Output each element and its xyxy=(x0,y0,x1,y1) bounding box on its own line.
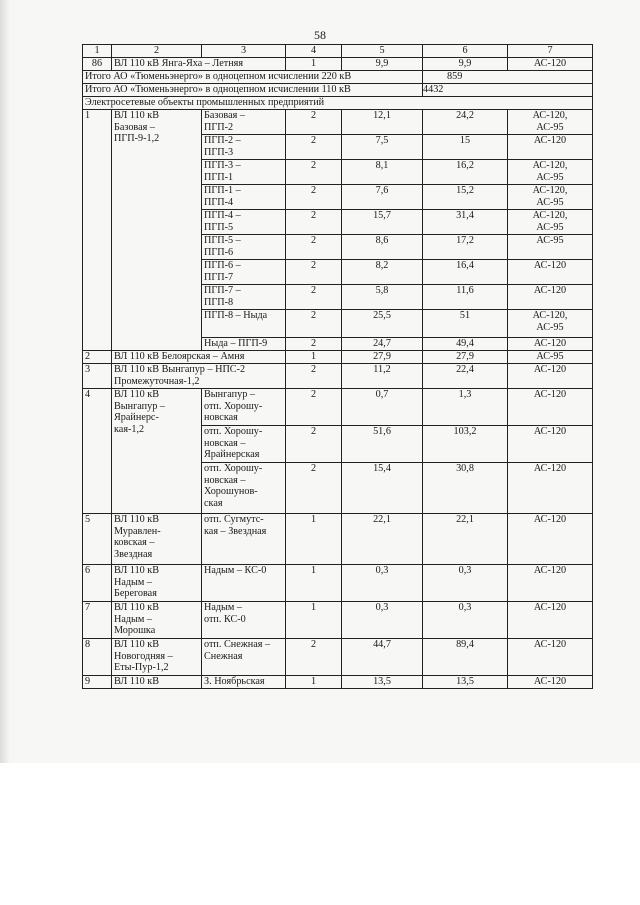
wire-type: АС-120 xyxy=(508,260,593,285)
wire-type: АС-120 xyxy=(508,338,593,351)
segment-name: ПГП-1 – ПГП-4 xyxy=(202,185,286,210)
circuit-count: 1 xyxy=(286,351,342,364)
row-number: 8 xyxy=(83,639,112,676)
length-km: 8,1 xyxy=(342,160,423,185)
wire-type: АС-120 xyxy=(508,364,593,389)
table-row xyxy=(83,351,593,364)
length-km: 0,7 xyxy=(342,389,423,426)
length-single-circuit: 17,2 xyxy=(423,235,508,260)
length-single-circuit: 31,4 xyxy=(423,210,508,235)
total-row-220 xyxy=(83,71,593,84)
row-number: 3 xyxy=(83,364,112,389)
wire-type: АС-120 xyxy=(508,463,593,514)
circuit-count: 2 xyxy=(286,185,342,210)
circuit-count: 1 xyxy=(286,514,342,565)
wire-type: АС-120 xyxy=(508,676,593,689)
circuit-count: 2 xyxy=(286,235,342,260)
row-number: 1 xyxy=(83,110,112,351)
header-cell: 4 xyxy=(286,45,342,58)
length-km: 8,2 xyxy=(342,260,423,285)
length-single-circuit: 1,3 xyxy=(423,389,508,426)
line-name: ВЛ 110 кВ Вынгапур – Ярайнерс- кая-1,2 xyxy=(112,389,202,514)
table-row xyxy=(83,639,593,676)
page-number: 58 xyxy=(314,28,326,42)
length-km: 27,9 xyxy=(342,351,423,364)
segment-name: З. Ноябрьская xyxy=(202,676,286,689)
length-single-circuit: 89,4 xyxy=(423,639,508,676)
circuit-count: 2 xyxy=(286,210,342,235)
length-km: 7,6 xyxy=(342,185,423,210)
segment-name: Ныда – ПГП-9 xyxy=(202,338,286,351)
segment-name: ПГП-7 – ПГП-8 xyxy=(202,285,286,310)
wire-type: АС-120 xyxy=(508,565,593,602)
table-row xyxy=(83,110,593,135)
total-label: Итого АО «Тюменьэнерго» в одноцепном исчислении 110 кВ xyxy=(83,84,423,97)
section-title: Электросетевые объекты промышленных предприятий xyxy=(83,97,593,110)
wire-type: АС-95 xyxy=(508,351,593,364)
length-km: 51,6 xyxy=(342,426,423,463)
header-row xyxy=(83,45,593,58)
length-single-circuit: 49,4 xyxy=(423,338,508,351)
wire-type: АС-120, АС-95 xyxy=(508,110,593,135)
wire-type: АС-120 xyxy=(508,389,593,426)
length-km: 15,7 xyxy=(342,210,423,235)
segment-name: Надым – отп. КС-0 xyxy=(202,602,286,639)
circuit-count: 2 xyxy=(286,364,342,389)
segment-name: отп. Сугмутс- кая – Звездная xyxy=(202,514,286,565)
line-name: ВЛ 110 кВ Новогодняя – Еты-Пур-1,2 xyxy=(112,639,202,676)
circuit-count: 2 xyxy=(286,310,342,338)
line-name: ВЛ 110 кВ Белоярская – Амня xyxy=(112,351,286,364)
length-km: 8,6 xyxy=(342,235,423,260)
total-row-110 xyxy=(83,84,593,97)
length-km: 5,8 xyxy=(342,285,423,310)
circuit-count: 2 xyxy=(286,338,342,351)
table-row xyxy=(83,364,593,389)
wire-type: АС-120 xyxy=(508,426,593,463)
line-name: ВЛ 110 кВ Базовая – ПГП-9-1,2 xyxy=(112,110,202,351)
length-km: 13,5 xyxy=(342,676,423,689)
circuit-count: 2 xyxy=(286,389,342,426)
length-km: 15,4 xyxy=(342,463,423,514)
length-km: 0,3 xyxy=(342,602,423,639)
wire-type: АС-120, АС-95 xyxy=(508,310,593,338)
length-single-circuit: 15,2 xyxy=(423,185,508,210)
length-single-circuit: 22,1 xyxy=(423,514,508,565)
circuit-count: 1 xyxy=(286,58,342,71)
header-cell: 1 xyxy=(83,45,112,58)
power-lines-table xyxy=(82,44,593,689)
length-single-circuit: 51 xyxy=(423,310,508,338)
row-number: 7 xyxy=(83,602,112,639)
segment-name: ПГП-6 – ПГП-7 xyxy=(202,260,286,285)
length-km: 25,5 xyxy=(342,310,423,338)
row-number: 86 xyxy=(83,58,112,71)
row-number: 4 xyxy=(83,389,112,514)
wire-type: АС-120 xyxy=(508,58,593,71)
circuit-count: 2 xyxy=(286,426,342,463)
wire-type: АС-120, АС-95 xyxy=(508,160,593,185)
row-number: 2 xyxy=(83,351,112,364)
length-single-circuit: 15 xyxy=(423,135,508,160)
segment-name: ПГП-8 – Ныда xyxy=(202,310,286,338)
length-km: 9,9 xyxy=(342,58,423,71)
length-single-circuit: 30,8 xyxy=(423,463,508,514)
wire-type: АС-95 xyxy=(508,235,593,260)
length-km: 24,7 xyxy=(342,338,423,351)
length-single-circuit: 0,3 xyxy=(423,565,508,602)
wire-type: АС-120 xyxy=(508,135,593,160)
line-name: ВЛ 110 кВ xyxy=(112,676,202,689)
segment-name: ПГП-3 – ПГП-1 xyxy=(202,160,286,185)
length-km: 11,2 xyxy=(342,364,423,389)
header-cell: 2 xyxy=(112,45,202,58)
circuit-count: 2 xyxy=(286,110,342,135)
length-single-circuit: 103,2 xyxy=(423,426,508,463)
table-row xyxy=(83,389,593,426)
segment-name: отп. Снежная – Снежная xyxy=(202,639,286,676)
circuit-count: 2 xyxy=(286,160,342,185)
circuit-count: 1 xyxy=(286,602,342,639)
length-km: 0,3 xyxy=(342,565,423,602)
line-name: ВЛ 110 кВ Надым – Береговая xyxy=(112,565,202,602)
wire-type: АС-120 xyxy=(508,514,593,565)
length-single-circuit: 27,9 xyxy=(423,351,508,364)
wire-type: АС-120 xyxy=(508,639,593,676)
length-single-circuit: 0,3 xyxy=(423,602,508,639)
line-name: ВЛ 110 кВ Надым – Морошка xyxy=(112,602,202,639)
table-row xyxy=(83,602,593,639)
circuit-count: 2 xyxy=(286,639,342,676)
wire-type: АС-120, АС-95 xyxy=(508,210,593,235)
total-label: Итого АО «Тюменьэнерго» в одноцепном исчислении 220 кВ xyxy=(83,71,423,84)
segment-name: ПГП-4 – ПГП-5 xyxy=(202,210,286,235)
total-value: 4432 xyxy=(423,84,593,97)
length-single-circuit: 16,2 xyxy=(423,160,508,185)
line-name: ВЛ 110 кВ Муравлен- ковская – Звездная xyxy=(112,514,202,565)
total-value: 859 xyxy=(423,71,593,84)
header-cell: 7 xyxy=(508,45,593,58)
circuit-count: 1 xyxy=(286,676,342,689)
header-cell: 6 xyxy=(423,45,508,58)
circuit-count: 1 xyxy=(286,565,342,602)
length-km: 7,5 xyxy=(342,135,423,160)
length-single-circuit: 11,6 xyxy=(423,285,508,310)
length-single-circuit: 22,4 xyxy=(423,364,508,389)
header-cell: 3 xyxy=(202,45,286,58)
line-name: ВЛ 110 кВ Янга-Яха – Летняя xyxy=(112,58,286,71)
length-single-circuit: 16,4 xyxy=(423,260,508,285)
segment-name: Надым – КС-0 xyxy=(202,565,286,602)
segment-name: ПГП-2 – ПГП-3 xyxy=(202,135,286,160)
table-row xyxy=(83,676,593,689)
segment-name: отп. Хорошу- новская – Ярайнерская xyxy=(202,426,286,463)
table-row xyxy=(83,565,593,602)
length-km: 12,1 xyxy=(342,110,423,135)
length-km: 22,1 xyxy=(342,514,423,565)
table-row xyxy=(83,58,593,71)
section-row xyxy=(83,97,593,110)
wire-type: АС-120 xyxy=(508,602,593,639)
segment-name: ПГП-5 – ПГП-6 xyxy=(202,235,286,260)
length-single-circuit: 9,9 xyxy=(423,58,508,71)
scan-shadow-edge xyxy=(0,0,10,763)
row-number: 6 xyxy=(83,565,112,602)
length-single-circuit: 13,5 xyxy=(423,676,508,689)
length-single-circuit: 24,2 xyxy=(423,110,508,135)
row-number: 9 xyxy=(83,676,112,689)
segment-name: Базовая – ПГП-2 xyxy=(202,110,286,135)
circuit-count: 2 xyxy=(286,135,342,160)
circuit-count: 2 xyxy=(286,463,342,514)
length-km: 44,7 xyxy=(342,639,423,676)
wire-type: АС-120 xyxy=(508,285,593,310)
header-cell: 5 xyxy=(342,45,423,58)
segment-name: Вынгапур – отп. Хорошу- новская xyxy=(202,389,286,426)
circuit-count: 2 xyxy=(286,285,342,310)
table-row xyxy=(83,514,593,565)
row-number: 5 xyxy=(83,514,112,565)
wire-type: АС-120, АС-95 xyxy=(508,185,593,210)
circuit-count: 2 xyxy=(286,260,342,285)
segment-name: отп. Хорошу- новская – Хорошунов- ская xyxy=(202,463,286,514)
line-name: ВЛ 110 кВ Вынгапур – НПС-2 Промежуточная-1,2 xyxy=(112,364,286,389)
